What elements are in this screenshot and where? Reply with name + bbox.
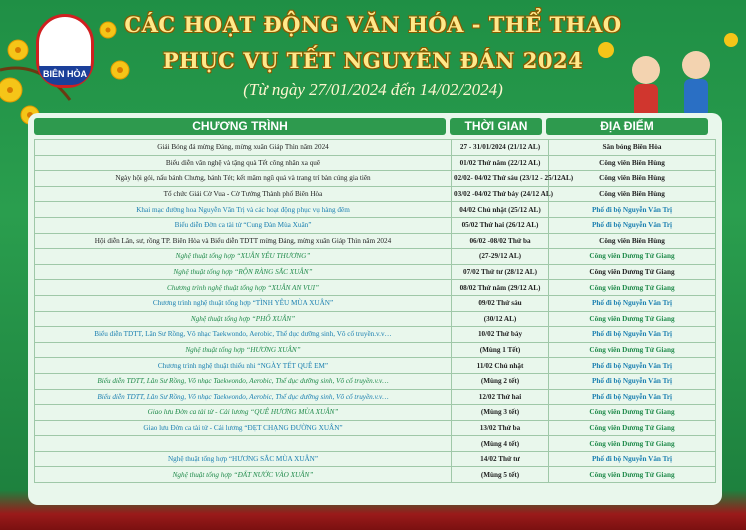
- cell-location: Công viên Dương Tử Giang: [549, 405, 716, 421]
- cell-program: Biểu diễn TDTT, Lân Sư Rồng, Võ nhạc Taekwondo, Aerobic, Thể dục dưỡng sinh, Võ cổ truyền.v.v…: [35, 327, 452, 343]
- cell-location: Phố đi bộ Nguyễn Văn Trị: [549, 358, 716, 374]
- cell-time: (30/12 AL): [452, 311, 549, 327]
- table-row: [35, 171, 716, 187]
- table-row: [35, 233, 716, 249]
- cell-time: 13/02 Thứ ba: [452, 420, 549, 436]
- cell-program: [35, 436, 452, 452]
- cell-program: Biểu diễn TDTT, Lân Sư Rồng, Võ nhạc Taekwondo, Aerobic, Thể dục dưỡng sinh, Võ cổ truyền.v.v…: [35, 389, 452, 405]
- cell-time: 10/02 Thứ bảy: [452, 327, 549, 343]
- cell-location: Phố đi bộ Nguyễn Văn Trị: [549, 217, 716, 233]
- table-row: [35, 342, 716, 358]
- table-row: [35, 249, 716, 265]
- cell-program: Chương trình nghệ thuật thiếu nhi “NGÀY TẾT QUÊ EM”: [35, 358, 452, 374]
- cell-location: Công viên Biên Hùng: [549, 186, 716, 202]
- table-row: [35, 217, 716, 233]
- cell-time: 04/02 Chủ nhật (25/12 AL): [452, 202, 549, 218]
- schedule-table: [34, 139, 716, 483]
- cell-location: Phố đi bộ Nguyễn Văn Trị: [549, 327, 716, 343]
- cell-location: Công viên Dương Tử Giang: [549, 280, 716, 296]
- table-row: [35, 202, 716, 218]
- cell-program: Tổ chức Giải Cờ Vua - Cờ Tướng Thành phố Biên Hòa: [35, 186, 452, 202]
- cell-program: Biểu diễn TDTT, Lân Sư Rồng, Võ nhạc Taekwondo, Aerobic, Thể dục dưỡng sinh, Võ cổ truyền.v.v…: [35, 373, 452, 389]
- cell-location: Công viên Dương Tử Giang: [549, 342, 716, 358]
- cell-program: Biểu diễn Đờn ca tài tử “Cung Đàn Mùa Xuân”: [35, 217, 452, 233]
- cell-time: 08/02 Thứ năm (29/12 AL): [452, 280, 549, 296]
- cell-time: 14/02 Thứ tư: [452, 451, 549, 467]
- table-row: [35, 264, 716, 280]
- cell-location: Công viên Biên Hùng: [549, 233, 716, 249]
- table-row: [35, 311, 716, 327]
- cell-time: (27-29/12 AL): [452, 249, 549, 265]
- cell-program: Nghệ thuật tổng hợp “RỘN RÀNG SẮC XUÂN”: [35, 264, 452, 280]
- cell-time: 02/02- 04/02 Thứ sáu (23/12 - 25/12AL): [452, 171, 549, 187]
- cell-location: Phố đi bộ Nguyễn Văn Trị: [549, 295, 716, 311]
- table-row: [35, 327, 716, 343]
- cell-time: 11/02 Chủ nhật: [452, 358, 549, 374]
- cell-location: Phố đi bộ Nguyễn Văn Trị: [549, 389, 716, 405]
- cell-location: Công viên Dương Tử Giang: [549, 467, 716, 483]
- cell-program: Giao lưu Đờn ca tài tử - Cải lương “ĐẸT CHẠNG ĐƯỜNG XUÂN”: [35, 420, 452, 436]
- cell-location: Phố đi bộ Nguyễn Văn Trị: [549, 373, 716, 389]
- page-title: CÁC HOẠT ĐỘNG VĂN HÓA - THỂ THAO: [124, 12, 622, 37]
- page-title-line2: PHỤC VỤ TẾT NGUYÊN ĐÁN 2024: [162, 48, 584, 73]
- cell-location: Công viên Dương Tử Giang: [549, 249, 716, 265]
- table-row: [35, 405, 716, 421]
- column-header-program: CHƯƠNG TRÌNH: [34, 118, 446, 135]
- cell-time: 07/02 Thứ tư (28/12 AL): [452, 264, 549, 280]
- column-header-time: THỜI GIAN: [450, 118, 542, 135]
- cell-program: Khai mạc đường hoa Nguyễn Văn Trị và các hoạt động phục vụ hàng đêm: [35, 202, 452, 218]
- schedule-panel: [28, 113, 722, 505]
- table-row: [35, 467, 716, 483]
- cell-time: 27 - 31/01/2024 (21/12 AL): [452, 140, 549, 156]
- cell-location: Sân bóng Biên Hòa: [549, 140, 716, 156]
- table-row: [35, 420, 716, 436]
- cell-location: Phố đi bộ Nguyễn Văn Trị: [549, 451, 716, 467]
- cell-location: Phố đi bộ Nguyễn Văn Trị: [549, 202, 716, 218]
- cell-time: (Mùng 4 tết): [452, 436, 549, 452]
- column-header-location: ĐỊA ĐIỂM: [546, 118, 708, 135]
- cell-program: Nghệ thuật tổng hợp “ĐẤT NƯỚC VÀO XUÂN”: [35, 467, 452, 483]
- table-row: [35, 186, 716, 202]
- cell-time: 09/02 Thứ sáu: [452, 295, 549, 311]
- table-row: [35, 373, 716, 389]
- cell-time: 06/02 -08/02 Thứ ba: [452, 233, 549, 249]
- table-row: [35, 436, 716, 452]
- table-row: [35, 358, 716, 374]
- table-row: [35, 140, 716, 156]
- cell-program: Ngày hội gói, nấu bánh Chưng, bánh Tét; kết mâm ngũ quả và trang trí bàn cúng gia tiên: [35, 171, 452, 187]
- cell-time: (Mùng 1 Tết): [452, 342, 549, 358]
- cell-time: 03/02 -04/02 Thứ bảy (24/12 AL): [452, 186, 549, 202]
- table-row: [35, 155, 716, 171]
- cell-location: Công viên Biên Hùng: [549, 155, 716, 171]
- column-header-row: [34, 118, 716, 135]
- cell-time: 05/02 Thứ hai (26/12 AL): [452, 217, 549, 233]
- cell-time: 01/02 Thứ năm (22/12 AL): [452, 155, 549, 171]
- cell-program: Chương trình nghệ thuật tổng hợp “TÌNH YÊU MÙA XUÂN”: [35, 295, 452, 311]
- cell-time: (Mùng 3 tết): [452, 405, 549, 421]
- cell-time: (Mùng 2 tết): [452, 373, 549, 389]
- cell-program: Nghệ thuật tổng hợp “HƯƠNG SẮC MÙA XUÂN”: [35, 451, 452, 467]
- cell-location: Công viên Dương Tử Giang: [549, 311, 716, 327]
- cell-program: Nghệ thuật tổng hợp “PHỐ XUÂN”: [35, 311, 452, 327]
- table-row: [35, 295, 716, 311]
- cell-program: Chương trình nghệ thuật tổng hợp “XUÂN AN VUI”: [35, 280, 452, 296]
- logo-label: BIÊN HÒA: [39, 66, 91, 85]
- table-row: [35, 280, 716, 296]
- cell-program: Hội diễn Lân, sư, rồng TP. Biên Hòa và Biểu diễn TDTT mừng Đảng, mừng xuân Giáp Thìn năm 2024: [35, 233, 452, 249]
- table-row: [35, 451, 716, 467]
- cell-location: Công viên Dương Tử Giang: [549, 436, 716, 452]
- cell-program: Biểu diễn văn nghệ và tặng quà Tết công nhân xa quê: [35, 155, 452, 171]
- date-range-subtitle: (Từ ngày 27/01/2024 đến 14/02/2024): [243, 80, 503, 99]
- cell-time: (Mùng 5 tết): [452, 467, 549, 483]
- cell-program: Giải Bóng đá mừng Đảng, mừng xuân Giáp Thìn năm 2024: [35, 140, 452, 156]
- cell-program: Giao lưu Đờn ca tài tử - Cải lương “QUÊ HƯƠNG MÙA XUÂN”: [35, 405, 452, 421]
- cell-location: Công viên Biên Hùng: [549, 171, 716, 187]
- table-row: [35, 389, 716, 405]
- cell-location: Công viên Dương Tử Giang: [549, 264, 716, 280]
- cell-time: 12/02 Thứ hai: [452, 389, 549, 405]
- cell-program: Nghệ thuật tổng hợp “XUÂN YÊU THƯƠNG”: [35, 249, 452, 265]
- cell-program: Nghệ thuật tổng hợp “HƯƠNG XUÂN”: [35, 342, 452, 358]
- cell-location: Công viên Dương Tử Giang: [549, 420, 716, 436]
